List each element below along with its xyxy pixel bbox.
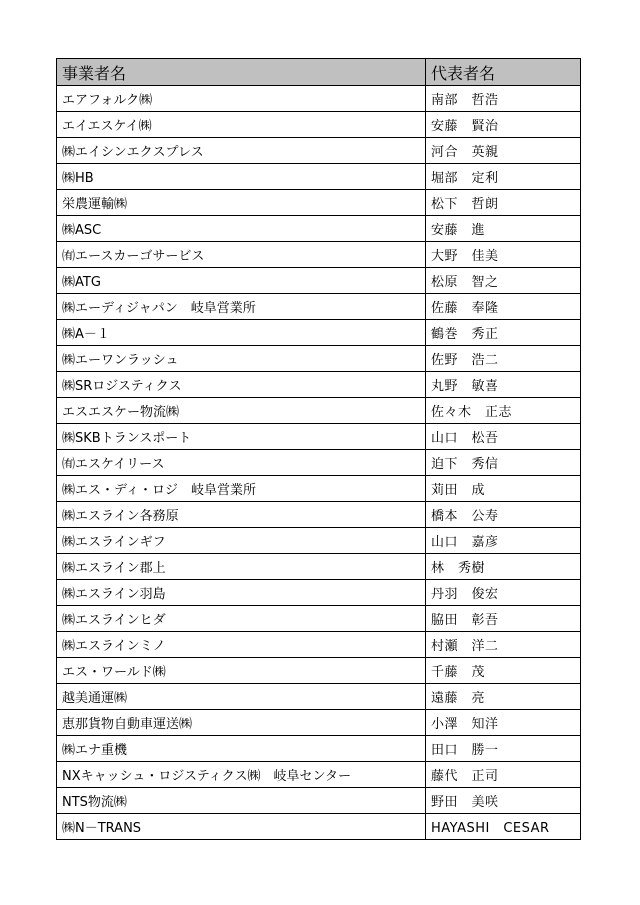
table-row bbox=[57, 138, 581, 164]
roster-body bbox=[57, 86, 581, 840]
company-name-cell: ㈱エスラインヒダ bbox=[57, 606, 426, 632]
table-row bbox=[57, 632, 581, 658]
table-row bbox=[57, 554, 581, 580]
representative-name-cell: 迫下 秀信 bbox=[426, 450, 581, 476]
company-column-header: 事業者名 bbox=[57, 59, 426, 86]
company-name-cell: ㈱エスライン羽島 bbox=[57, 580, 426, 606]
table-row bbox=[57, 242, 581, 268]
representative-name-cell: HAYASHI CESAR bbox=[426, 814, 581, 840]
company-name-cell: ㈱エス・ディ・ロジ 岐阜営業所 bbox=[57, 476, 426, 502]
company-name-cell: ㈱エーワンラッシュ bbox=[57, 346, 426, 372]
table-row bbox=[57, 320, 581, 346]
representative-name-cell: 山口 松吾 bbox=[426, 424, 581, 450]
table-row bbox=[57, 450, 581, 476]
company-name-cell: ㈲エスケイリース bbox=[57, 450, 426, 476]
representative-name-cell: 大野 佳美 bbox=[426, 242, 581, 268]
table-row bbox=[57, 710, 581, 736]
representative-name-cell: 山口 嘉彦 bbox=[426, 528, 581, 554]
company-name-cell: ㈱エスライン郡上 bbox=[57, 554, 426, 580]
header-row bbox=[57, 59, 581, 86]
representative-name-cell: 丸野 敏喜 bbox=[426, 372, 581, 398]
table-row bbox=[57, 216, 581, 242]
representative-name-cell: 村瀬 洋二 bbox=[426, 632, 581, 658]
table-row bbox=[57, 190, 581, 216]
representative-name-cell: 林 秀樹 bbox=[426, 554, 581, 580]
table-row bbox=[57, 346, 581, 372]
company-name-cell: ㈱SRロジスティクス bbox=[57, 372, 426, 398]
representative-name-cell: 佐野 浩二 bbox=[426, 346, 581, 372]
company-name-cell: NXキャッシュ・ロジスティクス㈱ 岐阜センター bbox=[57, 762, 426, 788]
roster-table bbox=[56, 58, 581, 840]
company-name-cell: エスエスケー物流㈱ bbox=[57, 398, 426, 424]
table-row bbox=[57, 736, 581, 762]
representative-name-cell: 野田 美咲 bbox=[426, 788, 581, 814]
representative-name-cell: 藤代 正司 bbox=[426, 762, 581, 788]
table-row bbox=[57, 684, 581, 710]
table-row bbox=[57, 814, 581, 840]
table-row bbox=[57, 398, 581, 424]
representative-name-cell: 河合 英親 bbox=[426, 138, 581, 164]
table-row bbox=[57, 294, 581, 320]
company-name-cell: ㈱エイシンエクスプレス bbox=[57, 138, 426, 164]
representative-name-cell: 佐々木 正志 bbox=[426, 398, 581, 424]
representative-name-cell: 橋本 公寿 bbox=[426, 502, 581, 528]
table-row bbox=[57, 580, 581, 606]
company-name-cell: エス・ワールド㈱ bbox=[57, 658, 426, 684]
table-row bbox=[57, 372, 581, 398]
representative-name-cell: 苅田 成 bbox=[426, 476, 581, 502]
table-row bbox=[57, 762, 581, 788]
table-row bbox=[57, 268, 581, 294]
representative-name-cell: 丹羽 俊宏 bbox=[426, 580, 581, 606]
company-name-cell: ㈱SKBトランスポート bbox=[57, 424, 426, 450]
company-name-cell: ㈱エスラインミノ bbox=[57, 632, 426, 658]
company-name-cell: ㈲エースカーゴサービス bbox=[57, 242, 426, 268]
table-row bbox=[57, 86, 581, 112]
table-row bbox=[57, 502, 581, 528]
company-name-cell: ㈱エスライン各務原 bbox=[57, 502, 426, 528]
representative-name-cell: 佐藤 奉隆 bbox=[426, 294, 581, 320]
representative-name-cell: 脇田 彰吾 bbox=[426, 606, 581, 632]
company-name-cell: エイエスケイ㈱ bbox=[57, 112, 426, 138]
company-name-cell: ㈱エスラインギフ bbox=[57, 528, 426, 554]
company-name-cell: 越美通運㈱ bbox=[57, 684, 426, 710]
table-row bbox=[57, 424, 581, 450]
company-name-cell: ㈱エーディジャパン 岐阜営業所 bbox=[57, 294, 426, 320]
representative-name-cell: 鶴巻 秀正 bbox=[426, 320, 581, 346]
table-row bbox=[57, 528, 581, 554]
table-row bbox=[57, 112, 581, 138]
representative-name-cell: 小澤 知洋 bbox=[426, 710, 581, 736]
company-name-cell: 栄農運輸㈱ bbox=[57, 190, 426, 216]
representative-name-cell: 田口 勝一 bbox=[426, 736, 581, 762]
representative-name-cell: 南部 哲浩 bbox=[426, 86, 581, 112]
representative-name-cell: 堀部 定利 bbox=[426, 164, 581, 190]
company-name-cell: 恵那貨物自動車運送㈱ bbox=[57, 710, 426, 736]
company-name-cell: ㈱エナ重機 bbox=[57, 736, 426, 762]
representative-name-cell: 遠藤 亮 bbox=[426, 684, 581, 710]
representative-name-cell: 松原 智之 bbox=[426, 268, 581, 294]
table-row bbox=[57, 164, 581, 190]
company-name-cell: エアフォルク㈱ bbox=[57, 86, 426, 112]
representative-column-header: 代表者名 bbox=[426, 59, 581, 86]
representative-name-cell: 安藤 賢治 bbox=[426, 112, 581, 138]
company-name-cell: ㈱A－１ bbox=[57, 320, 426, 346]
company-name-cell: ㈱HB bbox=[57, 164, 426, 190]
table-row bbox=[57, 606, 581, 632]
representative-name-cell: 千藤 茂 bbox=[426, 658, 581, 684]
table-row bbox=[57, 658, 581, 684]
table-row bbox=[57, 476, 581, 502]
representative-name-cell: 松下 哲朗 bbox=[426, 190, 581, 216]
company-name-cell: ㈱ASC bbox=[57, 216, 426, 242]
company-name-cell: ㈱ATG bbox=[57, 268, 426, 294]
representative-name-cell: 安藤 進 bbox=[426, 216, 581, 242]
company-name-cell: NTS物流㈱ bbox=[57, 788, 426, 814]
company-name-cell: ㈱N－TRANS bbox=[57, 814, 426, 840]
table-row bbox=[57, 788, 581, 814]
